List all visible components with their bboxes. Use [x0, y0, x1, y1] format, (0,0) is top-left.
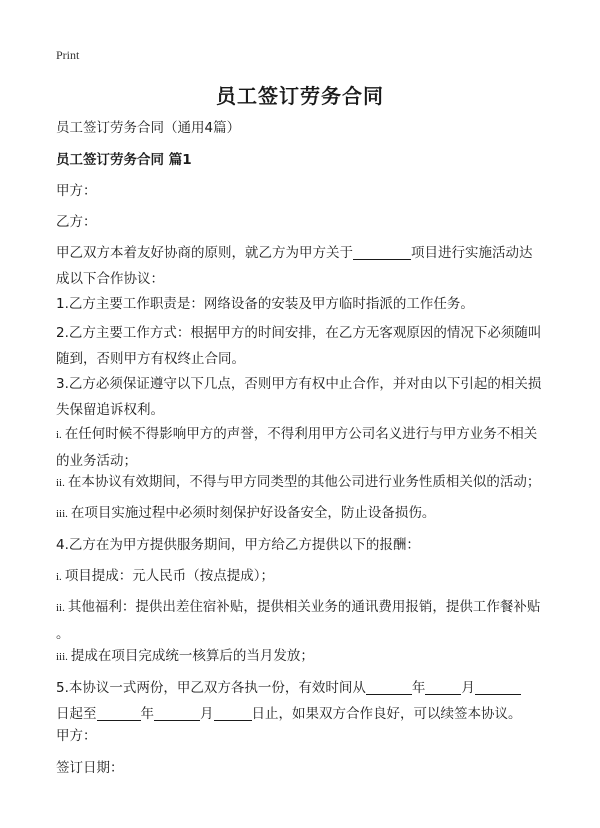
clause-3-iii-marker: iii. [56, 508, 68, 520]
clause-3-ii-text: 在本协议有效期间，不得与甲方同类型的其他公司进行业务性质相关似的活动； [67, 474, 541, 490]
section-heading: 员工签订劳务合同 篇1 [56, 152, 192, 168]
clause-4-iii [56, 643, 314, 670]
clause-3-iii [56, 500, 435, 527]
clause-2-line-1: 2.乙方主要工作方式：根据甲方的时间安排，在乙方无客观原因的情况下必须随叫 [56, 325, 542, 341]
clause-4-i-marker: i. [56, 571, 62, 583]
clause-5-year-2: 年 [140, 706, 154, 722]
signature-party-a: 甲方： [56, 728, 97, 744]
clause-3-i [56, 421, 537, 474]
clause-4: 4.乙方在为甲方提供服务期间，甲方给乙方提供以下的报酬： [56, 537, 420, 553]
end-year-blank [97, 704, 141, 721]
start-month-blank [425, 678, 461, 695]
clause-5-day-from: 日起至 [56, 706, 97, 722]
clause-3-line-1: 3.乙方必须保证遵守以下几点，否则甲方有权中止合作，并对由以下引起的相关损 [56, 376, 542, 392]
party-a-label: 甲方： [56, 183, 97, 199]
clause-4-iii-text: 提成在项目完成统一核算后的当月发放； [70, 648, 314, 664]
clause-4-ii [56, 594, 540, 647]
clause-3-i-line-2: 的业务活动； [56, 453, 137, 469]
clause-5-month: 月 [461, 680, 475, 696]
clause-3-ii [56, 469, 540, 496]
document-subtitle: 员工签订劳务合同（通用4篇） [56, 120, 241, 136]
end-day-blank [214, 704, 252, 721]
clause-5-end: 日止，如果双方合作良好，可以续签本协议。 [251, 706, 522, 722]
clause-3-iii-text: 在项目实施过程中必须时刻保护好设备安全，防止设备损伤。 [70, 505, 436, 521]
intro-text-1: 甲乙双方本着友好协商的原则，就乙方为甲方关于 [56, 245, 353, 261]
clause-2-line-2: 随到，否则甲方有权终止合同。 [56, 351, 245, 367]
document-title: 员工签订劳务合同 [216, 84, 384, 108]
clause-4-ii-marker: ii. [56, 602, 65, 614]
start-year-blank [366, 678, 412, 695]
print-label: Print [56, 48, 80, 62]
clause-2 [56, 320, 541, 372]
clause-5-year: 年 [411, 680, 426, 696]
intro-paragraph [56, 240, 533, 292]
clause-1: 1.乙方主要工作职责是：网络设备的安装及甲方临时指派的工作任务。 [56, 296, 474, 312]
clause-3 [56, 371, 541, 423]
start-day-blank [475, 678, 521, 695]
end-month-blank [154, 704, 200, 721]
clause-3-line-2: 失保留追诉权利。 [56, 402, 164, 418]
signing-date-label: 签订日期： [56, 760, 124, 776]
clause-4-i [56, 563, 274, 590]
clause-5 [56, 675, 522, 727]
intro-text-2: 项目进行实施活动达 [411, 245, 533, 261]
clause-5-month-2: 月 [200, 706, 214, 722]
clause-4-ii-line-1: 其他福利：提供出差住宿补贴，提供相关业务的通讯费用报销，提供工作餐补贴 [67, 599, 541, 615]
clause-5-text-1: 5.本协议一式两份，甲乙双方各执一份，有效时间从 [56, 680, 366, 696]
clause-4-ii-line-2: 。 [56, 626, 70, 642]
clause-3-i-line-1: 在任何时候不得影响甲方的声誉，不得利用甲方公司名义进行与甲方业务不相关 [64, 426, 538, 442]
intro-text-3: 成以下合作协议： [56, 271, 164, 287]
clause-3-i-marker: i. [56, 429, 62, 441]
party-b-label: 乙方： [56, 214, 97, 230]
clause-4-i-text: 项目提成：元人民币（按点提成）； [64, 568, 275, 584]
project-name-blank [353, 243, 411, 260]
clause-3-ii-marker: ii. [56, 477, 65, 489]
clause-4-iii-marker: iii. [56, 651, 68, 663]
